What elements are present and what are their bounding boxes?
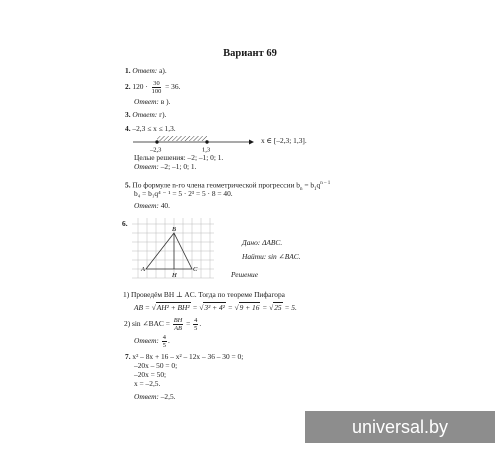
equation-line: x = –2,5. (134, 379, 161, 388)
eq-part: . (167, 336, 170, 346)
answer-2 (134, 97, 170, 106)
formula-text: По формуле n-го члена геометрической прогрессии b (132, 180, 300, 190)
answer-value: в ). (160, 97, 171, 106)
expr-part: = 36. (165, 82, 181, 92)
problem-1 (125, 66, 167, 75)
fraction (162, 334, 167, 349)
superscript: n – 1 (320, 181, 331, 186)
answer-value: г). (159, 110, 167, 119)
eq-part: = (227, 303, 233, 312)
equation-line: x² – 8x + 16 – x² – 12x – 36 – 30 = 0; (132, 352, 244, 361)
denominator: AB (174, 325, 182, 332)
number-line (131, 131, 256, 153)
problem-number: 7. (125, 352, 131, 361)
numerator: BH (173, 317, 183, 324)
formula-text: = b (302, 180, 315, 190)
eq-part: = (262, 303, 268, 312)
numerator: 4 (162, 334, 166, 341)
eq-part: = 5. (284, 303, 297, 312)
problem-number: 6. (122, 219, 128, 228)
answer-label: Ответ: (134, 392, 159, 401)
pythagoras-equation: AB = √AH² + BH² = √3² + 4² = √9 + 16 = √25 = 5. (134, 303, 297, 312)
answer-label: Ответ: (132, 110, 158, 119)
hatched-interval (157, 136, 207, 141)
denominator: 5 (194, 325, 198, 332)
eq-part: 2) sin ∠BAC = (124, 319, 170, 329)
interval-answer: x ∈ [–2,3; 1,3]. (261, 136, 307, 145)
find-text: Найти: sin ∠BAC. (242, 252, 301, 261)
problem-2 (125, 80, 180, 95)
triangle-figure (130, 216, 216, 282)
endpoint-dot (155, 140, 158, 143)
whole-solutions: Целые решения: –2; –1; 0; 1. (134, 153, 224, 162)
radicand: AH² + BH² (156, 303, 190, 312)
formula-line-2: b₄ = b₁q⁴ ⁻ ¹ = 5 · 2³ = 5 · 8 = 40. (134, 189, 233, 198)
denominator: 100 (151, 88, 162, 95)
expr-part: 120 · (132, 82, 148, 92)
vertex-label-b: B (172, 226, 176, 233)
given-text: Дано: ΔABC. (242, 238, 283, 247)
answer-label: Ответ: (134, 201, 159, 210)
vertex-label-h: H (172, 272, 177, 279)
step-2 (124, 317, 201, 332)
step-1: 1) Проведём BH ⊥ AC. Тогда по теореме Пифагора (123, 290, 285, 299)
tick-label: –2,3 (150, 146, 162, 153)
answer-value: –2; –1; 0; 1. (160, 162, 197, 171)
answer-5 (134, 201, 170, 210)
denominator: 5 (162, 342, 166, 349)
answer-value: 40. (160, 201, 170, 210)
equation-line: –20x = 50; (134, 370, 167, 379)
fraction (193, 317, 198, 332)
watermark: universal.by (305, 411, 495, 443)
answer-label: Ответ: (132, 66, 158, 75)
vertex-label-c: C (193, 266, 198, 273)
answer-7 (134, 392, 176, 401)
solution-heading: Решение (231, 270, 259, 279)
subscript: 1 (314, 186, 317, 192)
numerator: 30 (153, 80, 160, 87)
radicand: 9 + 16 (239, 303, 260, 312)
eq-part: AB = (134, 303, 150, 312)
answer-4 (134, 162, 196, 171)
problem-number: 3. (125, 110, 131, 119)
problem-3 (125, 110, 166, 119)
vertex-label-a: A (141, 266, 145, 273)
problem-number: 1. (125, 66, 131, 75)
answer-6 (134, 334, 170, 349)
page-title: Вариант 69 (223, 48, 277, 59)
subscript: n (299, 186, 303, 192)
formula-text: q (316, 180, 321, 190)
equation-line: –20x – 50 = 0; (134, 361, 178, 370)
radicand: 25 (274, 303, 282, 312)
eq-part: . (199, 319, 202, 329)
answer-value: –2,5. (160, 392, 176, 401)
arrow-icon (249, 140, 254, 145)
radicand: 3² + 4² (204, 303, 225, 312)
eq-part: = (186, 319, 191, 329)
inequality: –2,3 ≤ x ≤ 1,3. (132, 124, 176, 133)
endpoint-dot (205, 140, 208, 143)
answer-label: Ответ: (134, 162, 159, 171)
tick-label: 1,3 (202, 146, 211, 153)
answer-label: Ответ: (134, 97, 159, 106)
answer-value: а). (159, 66, 167, 75)
answer-label: Ответ: (134, 336, 159, 346)
problem-number: 4. (125, 124, 131, 133)
problem-7 (125, 352, 243, 361)
problem-number: 2. (125, 82, 131, 92)
problem-number: 5. (125, 180, 131, 190)
eq-part: = (192, 303, 198, 312)
fraction (173, 317, 184, 332)
numerator: 4 (194, 317, 198, 324)
fraction (151, 80, 163, 95)
